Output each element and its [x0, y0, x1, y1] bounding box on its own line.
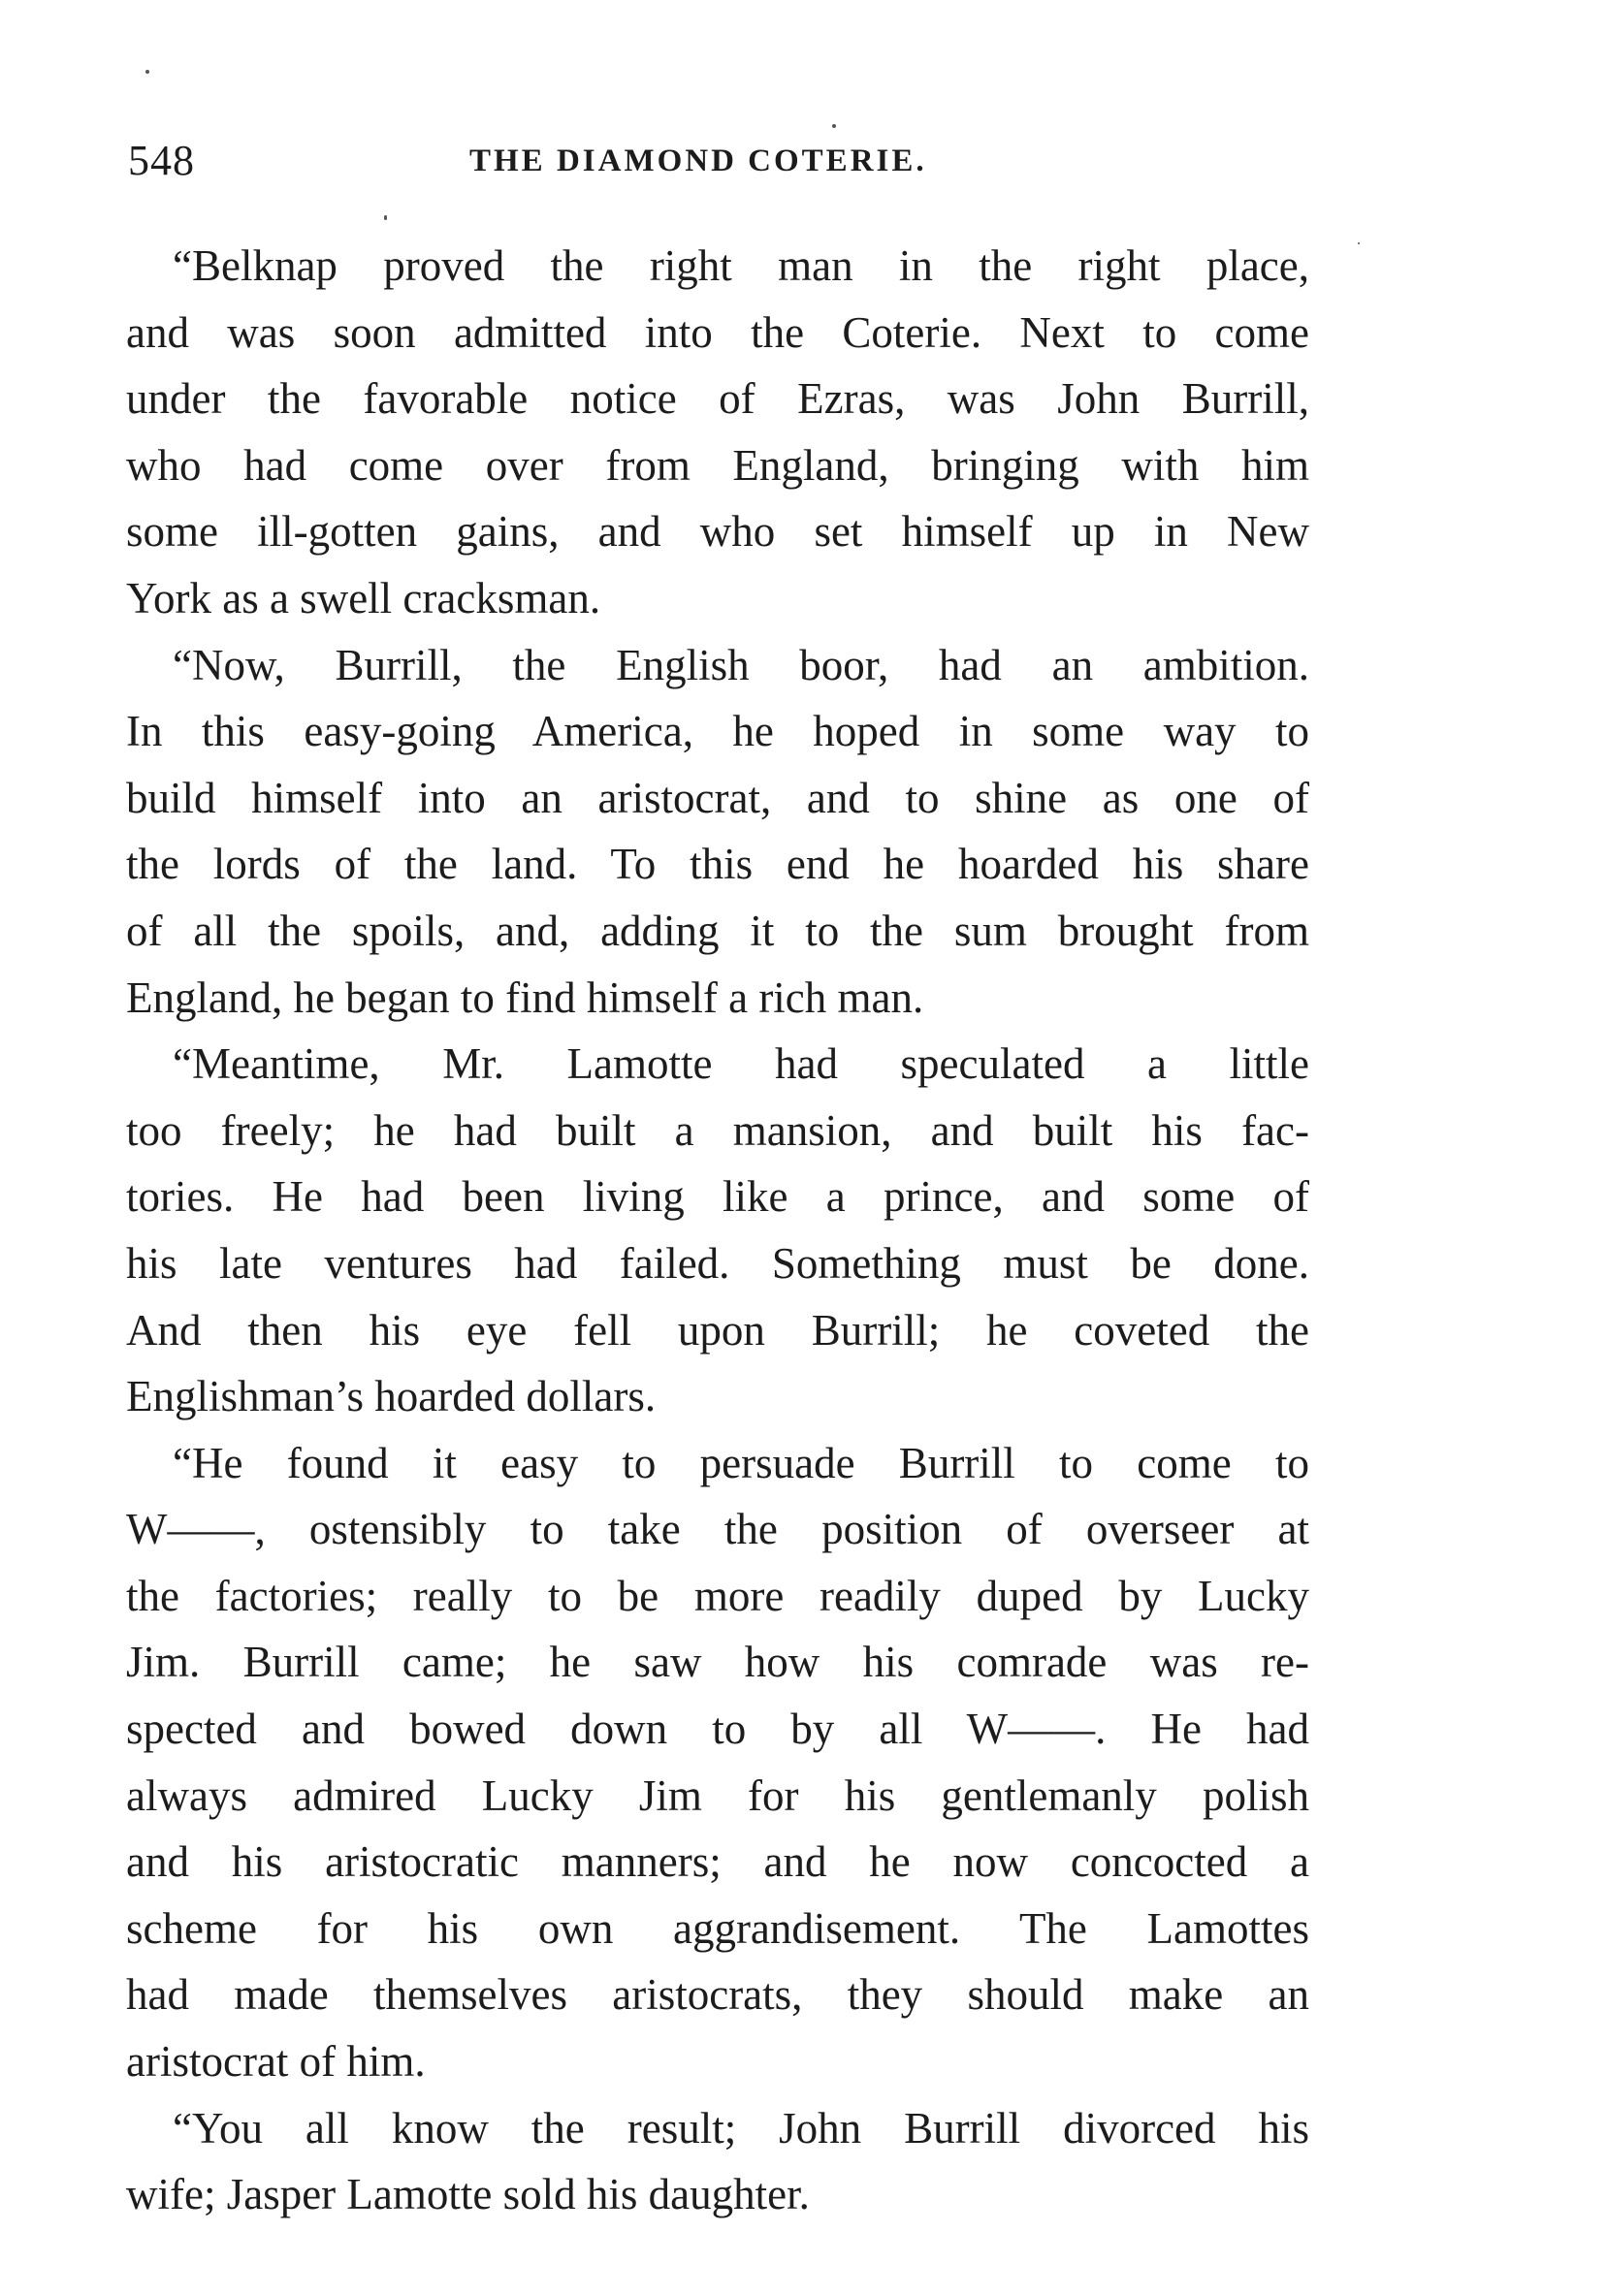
- text-line: build himself into an aristocrat, and to shine as one of: [126, 773, 1309, 822]
- running-title: THE DIAMOND COTERIE.: [469, 144, 927, 178]
- text-line: wife; Jasper Lamotte sold his daughter.: [126, 2170, 810, 2219]
- text-line: “He found it easy to persuade Burrill to come to: [173, 1438, 1309, 1487]
- text-line: and was soon admitted into the Coterie. Next to come: [126, 307, 1309, 357]
- text-line: aristocrat of him.: [126, 2037, 426, 2087]
- text-line: his late ventures had failed. Something must be done.: [126, 1238, 1309, 1288]
- text-line: too freely; he had built a mansion, and built his fac-: [126, 1105, 1309, 1155]
- print-speck: [832, 124, 836, 128]
- print-speck: [1358, 242, 1360, 244]
- text-line: the lords of the land. To this end he hoarded his share: [126, 840, 1309, 889]
- text-line: “Now, Burrill, the English boor, had an ambition.: [173, 640, 1309, 689]
- paragraph: [126, 632, 1309, 1032]
- text-line: W——, ostensibly to take the position of overseer at: [126, 1505, 1309, 1554]
- text-line: the factories; really to be more readily duped by Lucky: [126, 1571, 1309, 1620]
- page-header: [128, 136, 1321, 194]
- paragraph: [126, 1430, 1309, 2095]
- text-line: had made themselves aristocrats, they should make an: [126, 1970, 1309, 2020]
- text-line: “Belknap proved the right man in the right place,: [173, 241, 1309, 290]
- text-line: “You all know the result; John Burrill divorced his: [173, 2103, 1309, 2152]
- text-line: Englishman’s hoarded dollars.: [126, 1372, 657, 1421]
- print-speck: [384, 215, 387, 220]
- text-line: tories. He had been living like a prince, and some of: [126, 1172, 1309, 1222]
- paragraph: [126, 1031, 1309, 1430]
- text-line: England, he began to find himself a rich man.: [126, 973, 924, 1022]
- text-line: “Meantime, Mr. Lamotte had speculated a little: [173, 1039, 1309, 1089]
- text-line: some ill-gotten gains, and who set himself up in New: [126, 507, 1309, 557]
- paragraph: [126, 2095, 1309, 2228]
- text-line: who had come over from England, bringing with him: [126, 440, 1309, 490]
- text-line: under the favorable notice of Ezras, was John Burrill,: [126, 374, 1309, 424]
- paragraph: [126, 233, 1309, 632]
- text-line: spected and bowed down to by all W——. He had: [126, 1705, 1309, 1754]
- text-line: of all the spoils, and, adding it to the sum brought from: [126, 906, 1309, 955]
- text-line: and his aristocratic manners; and he now concocted a: [126, 1837, 1309, 1887]
- text-line: In this easy-going America, he hoped in some way to: [126, 707, 1309, 756]
- text-line: scheme for his own aggrandisement. The Lamottes: [126, 1903, 1309, 1953]
- text-line: And then his eye fell upon Burrill; he coveted the: [126, 1305, 1309, 1355]
- page-number: 548: [128, 137, 195, 184]
- text-line: York as a swell cracksman.: [126, 573, 601, 622]
- text-line: always admired Lucky Jim for his gentlemanly polish: [126, 1770, 1309, 1820]
- text-line: Jim. Burrill came; he saw how his comrade was re-: [126, 1638, 1309, 1687]
- print-speck: [145, 70, 149, 74]
- body-text: [126, 233, 1309, 2228]
